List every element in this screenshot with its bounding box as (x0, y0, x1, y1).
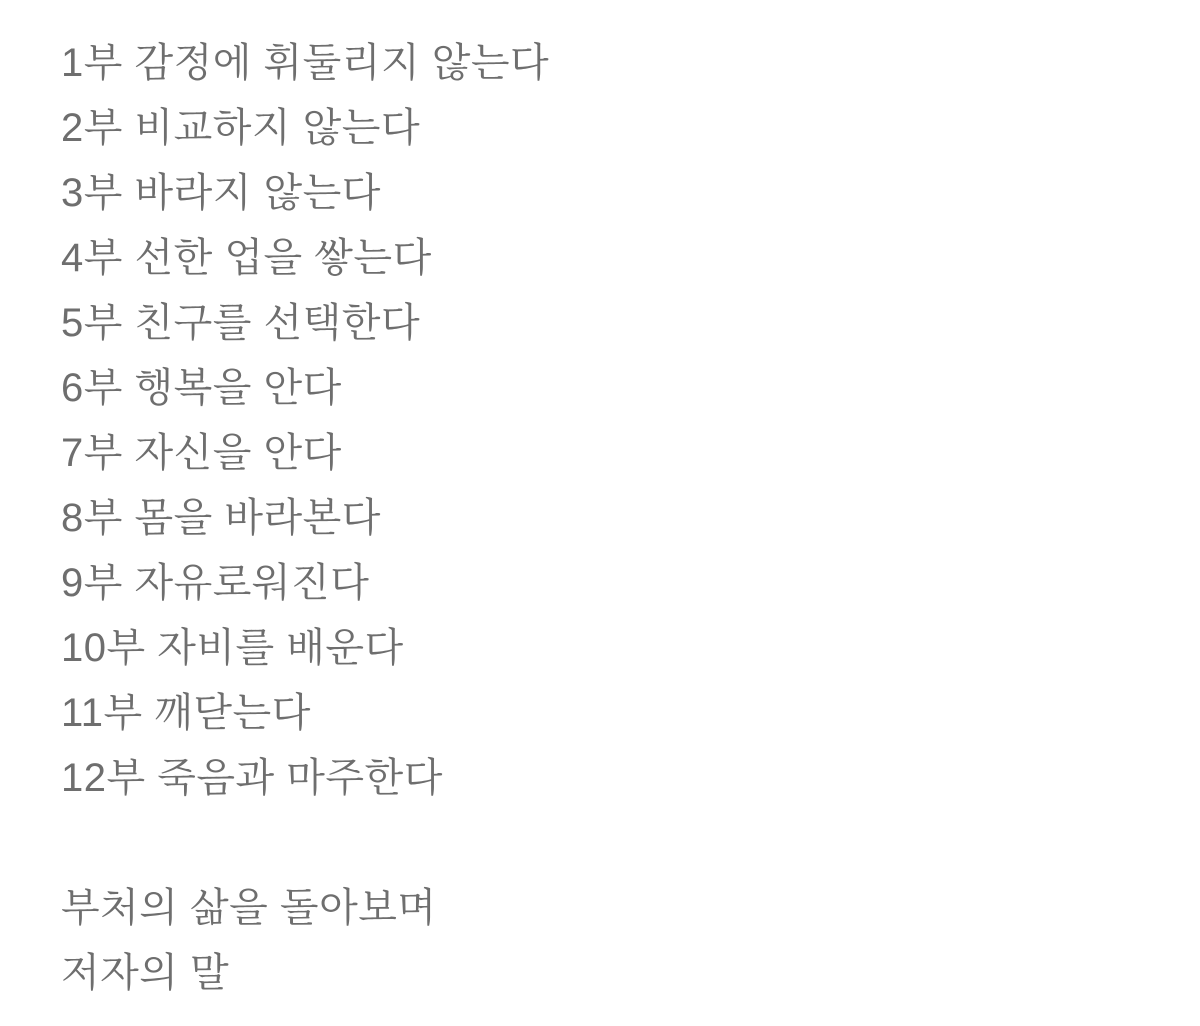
toc-chapter-line: 5부 친구를 선택한다 (61, 301, 421, 345)
toc-chapter-line: 1부 감정에 휘둘리지 않는다 (61, 41, 550, 85)
toc-chapter-line: 3부 바라지 않는다 (61, 171, 381, 215)
toc-chapter-line: 12부 죽음과 마주한다 (61, 756, 443, 800)
toc-chapter-line: 2부 비교하지 않는다 (61, 106, 421, 150)
toc-chapter-line: 4부 선한 업을 쌓는다 (61, 236, 432, 280)
toc-closing-line: 부처의 삶을 돌아보며 (61, 886, 437, 930)
toc-chapter-line: 10부 자비를 배운다 (61, 626, 404, 670)
toc-chapter-line: 11부 깨닫는다 (61, 691, 311, 735)
toc-closing-line: 저자의 말 (61, 951, 230, 995)
blank-line-spacer (61, 811, 1160, 876)
toc-chapter-line: 6부 행복을 안다 (61, 366, 342, 410)
toc-chapter-line: 8부 몸을 바라본다 (61, 496, 381, 540)
toc-chapter-line: 7부 자신을 안다 (61, 431, 342, 475)
toc-chapter-line: 9부 자유로워진다 (61, 561, 370, 605)
